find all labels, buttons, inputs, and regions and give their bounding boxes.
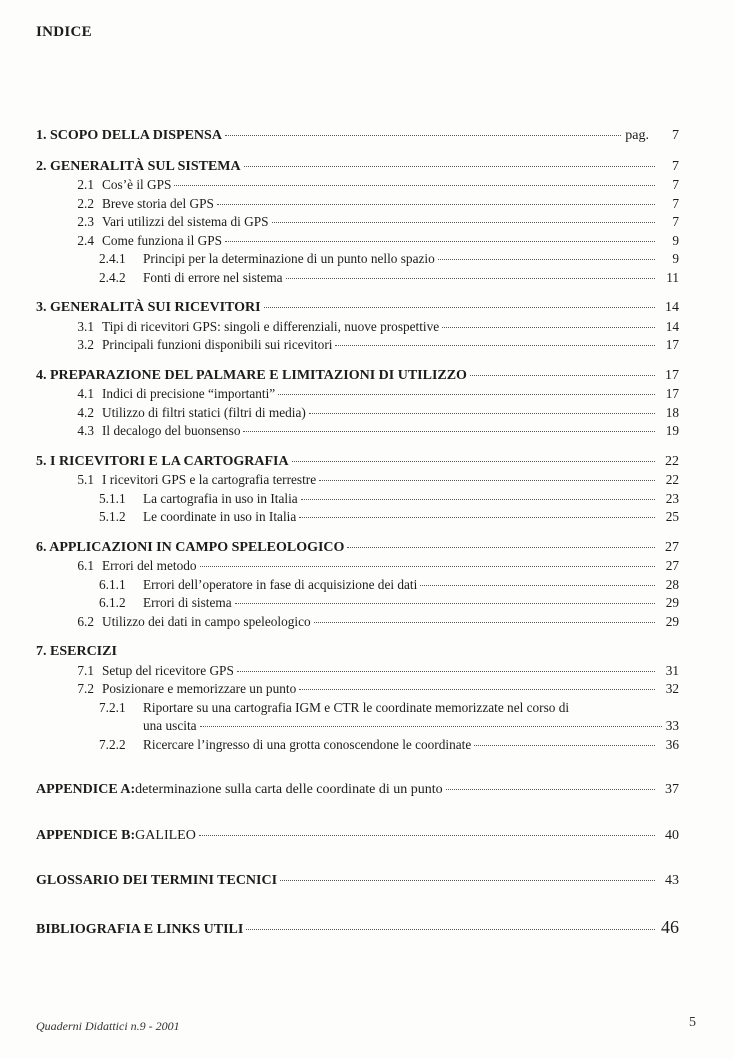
toc-subsection-entry	[36, 699, 679, 736]
entry-number: 7.1	[77, 662, 94, 678]
toc-section-entry	[36, 299, 679, 318]
toc-item-entry	[36, 404, 679, 423]
page-number: 32	[665, 681, 679, 696]
dot-leader	[174, 185, 655, 186]
toc-subsection-entry	[36, 250, 679, 269]
table-of-contents	[36, 127, 679, 936]
appendix-gap	[36, 815, 679, 827]
toc-item-entry	[36, 318, 679, 337]
entry-number: 7.2	[77, 681, 94, 696]
toc-item-entry	[36, 662, 679, 681]
toc-section-entry	[36, 367, 679, 386]
dot-leader	[235, 603, 655, 604]
dot-leader	[299, 689, 655, 690]
appendix-gap	[36, 769, 679, 781]
page-number: 46	[661, 916, 679, 937]
toc-item-entry	[36, 613, 679, 632]
entry-title: Le coordinate in uso in Italia	[143, 509, 297, 524]
entry-number: 2.4.1	[99, 251, 126, 266]
entry-number: 6.1.1	[99, 576, 126, 592]
section-title: 3. GENERALITÀ SUI RICEVITORI	[36, 300, 261, 315]
appendix-title: GLOSSARIO DEI TERMINI TECNICI	[36, 873, 278, 888]
entry-title: Posizionare e memorizzare un punto	[102, 681, 297, 696]
toc-subsection-entry	[36, 508, 679, 527]
section-title: 2. GENERALITÀ SUL SISTEMA	[36, 158, 241, 174]
entry-number: 6.2	[77, 613, 94, 629]
page-number: 31	[665, 662, 679, 678]
section-title: 6. APPLICAZIONI IN CAMPO SPELEOLOGICO	[36, 539, 345, 555]
section-gap	[36, 146, 679, 158]
entry-title: Indici di precisione “importanti”	[102, 386, 276, 401]
dot-leader	[200, 566, 655, 567]
page-number: 43	[665, 873, 679, 888]
entry-title: Principali funzioni disponibili sui ricevitori	[102, 337, 333, 352]
toc-item-entry	[36, 557, 679, 576]
dot-leader	[286, 278, 655, 279]
section-title: 1. SCOPO DELLA DISPENSA	[36, 128, 222, 143]
toc-appendix-entry	[36, 872, 679, 891]
page-number: 7	[672, 128, 679, 143]
entry-title: Utilizzo di filtri statici (filtri di media)	[102, 404, 306, 420]
entry-number: 5.1.2	[99, 509, 126, 524]
page-number: 19	[665, 423, 679, 438]
appendix-gap	[36, 891, 679, 906]
page-number: 9	[672, 232, 679, 248]
section-gap	[36, 355, 679, 367]
dot-leader	[243, 431, 655, 432]
entry-title: Vari utilizzi del sistema di GPS	[102, 214, 269, 229]
entry-number: 6.1.2	[99, 595, 126, 610]
toc-section-entry	[36, 158, 679, 177]
dot-leader	[278, 394, 655, 395]
section-gap	[36, 527, 679, 539]
entry-title: Errori dell’operatore in fase di acquisizione dei dati	[143, 576, 418, 592]
dot-leader	[237, 671, 655, 672]
dot-leader	[438, 259, 655, 260]
page-number: 14	[665, 318, 679, 334]
dot-leader	[199, 835, 655, 836]
dot-leader	[314, 622, 655, 623]
toc-subsection-entry	[36, 490, 679, 509]
dot-leader	[299, 517, 655, 518]
toc-item-entry	[36, 471, 679, 490]
appendix-subtitle: GALILEO	[135, 827, 196, 843]
page-number: 22	[665, 472, 679, 487]
toc-item-entry	[36, 422, 679, 441]
section-gap	[36, 441, 679, 453]
page-number: 18	[665, 404, 679, 420]
entry-title: Fonti di errore nel sistema	[143, 269, 283, 285]
section-title: 7. ESERCIZI	[36, 644, 117, 659]
entry-title: Come funziona il GPS	[102, 232, 223, 248]
page-label: pag.	[625, 128, 649, 143]
entry-title: Setup del ricevitore GPS	[102, 662, 234, 678]
dot-leader	[264, 307, 655, 308]
page-number: 7	[672, 177, 679, 192]
appendix-gap	[36, 800, 679, 815]
entry-number: 7.2.1	[99, 699, 126, 715]
dot-leader	[470, 375, 655, 376]
entry-title: I ricevitori GPS e la cartografia terrestre	[102, 472, 317, 487]
page-number: 7	[672, 158, 679, 174]
entry-title: Ricercare l’ingresso di una grotta conoscendone le coordinate	[143, 736, 472, 752]
entry-title: Errori di sistema	[143, 595, 232, 610]
entry-title: Il decalogo del buonsenso	[102, 423, 241, 438]
toc-appendix-entry	[36, 918, 679, 937]
footer-publication: Quaderni Didattici n.9 - 2001	[36, 1019, 180, 1033]
toc-subsection-entry	[36, 736, 679, 755]
toc-item-entry	[36, 680, 679, 699]
page-number: 17	[665, 337, 679, 352]
dot-leader	[335, 345, 655, 346]
page-number: 27	[665, 539, 679, 555]
page-number: 9	[672, 251, 679, 266]
toc-item-entry	[36, 385, 679, 404]
section-title: 4. PREPARAZIONE DEL PALMARE E LIMITAZIONI DI UTILIZZO	[36, 367, 467, 383]
toc-section-entry	[36, 453, 679, 472]
dot-leader	[244, 166, 655, 167]
page-number: 29	[665, 613, 679, 629]
appendix-title: APPENDICE B:	[36, 827, 136, 843]
dot-leader	[301, 499, 655, 500]
dot-leader	[474, 745, 655, 746]
toc-section-entry	[36, 643, 679, 662]
page-number: 40	[665, 827, 679, 843]
entry-number: 3.2	[77, 337, 94, 352]
dot-leader	[200, 726, 662, 727]
dot-leader	[225, 135, 621, 136]
page-number: 23	[665, 490, 679, 506]
dot-leader	[272, 222, 655, 223]
toc-subsection-entry	[36, 576, 679, 595]
toc-subsection-entry	[36, 269, 679, 288]
toc-section-entry	[36, 127, 679, 146]
entry-title: Breve storia del GPS	[102, 195, 214, 211]
appendix-gap	[36, 860, 679, 872]
entry-number: 2.1	[77, 177, 94, 192]
entry-title: Principi per la determinazione di un punto nello spazio	[143, 251, 435, 266]
dot-leader	[442, 327, 655, 328]
entry-number: 2.3	[77, 214, 94, 229]
page-number: 37	[665, 782, 679, 797]
dot-leader	[225, 241, 655, 242]
toc-item-entry	[36, 176, 679, 195]
appendix-gap	[36, 754, 679, 769]
toc-appendix-entry	[36, 781, 679, 800]
toc-item-entry	[36, 195, 679, 214]
entry-number: 2.2	[77, 195, 94, 211]
page-number: 25	[665, 509, 679, 524]
page-number: 33	[665, 718, 679, 733]
page-number: 17	[665, 367, 679, 383]
entry-title: Errori del metodo	[102, 558, 197, 573]
appendix-title: APPENDICE A:	[36, 782, 136, 797]
entry-title: Utilizzo dei dati in campo speleologico	[102, 613, 311, 629]
section-gap	[36, 631, 679, 643]
toc-appendix-entry	[36, 827, 679, 846]
toc-item-entry	[36, 336, 679, 355]
entry-number: 5.1	[77, 472, 94, 487]
entry-line	[99, 717, 679, 736]
page-number: 11	[666, 269, 679, 285]
entry-number: 3.1	[77, 318, 94, 334]
entry-title: Tipi di ricevitori GPS: singoli e differenziali, nuove prospettive	[102, 318, 440, 334]
page-number: 29	[665, 595, 679, 610]
entry-number: 7.2.2	[99, 736, 126, 752]
entry-number: 2.4	[77, 232, 94, 248]
appendix-subtitle: determinazione sulla carta delle coordinate di un punto	[135, 782, 443, 797]
toc-section-entry	[36, 539, 679, 558]
appendix-title: BIBLIOGRAFIA E LINKS UTILI	[36, 921, 244, 937]
footer-page-number: 5	[689, 1015, 696, 1030]
dot-leader	[420, 585, 655, 586]
entry-title: Cos’è il GPS	[102, 177, 172, 192]
dot-leader	[280, 880, 655, 881]
page-number: 28	[665, 576, 679, 592]
dot-leader	[246, 929, 655, 930]
page-title: INDICE	[36, 24, 92, 40]
page-number: 7	[672, 214, 679, 229]
page-number: 14	[665, 300, 679, 315]
entry-title: Riportare su una cartografia IGM e CTR le coordinate memorizzate nel corso di	[143, 699, 570, 715]
section-title: 5. I RICEVITORI E LA CARTOGRAFIA	[36, 453, 289, 469]
page-number: 22	[665, 453, 679, 469]
entry-number: 2.4.2	[99, 269, 126, 285]
dot-leader	[347, 547, 655, 548]
entry-number: 4.3	[77, 423, 94, 438]
dot-leader	[309, 413, 655, 414]
page-number: 7	[672, 195, 679, 211]
entry-number: 5.1.1	[99, 490, 126, 506]
entry-title: La cartografia in uso in Italia	[143, 490, 298, 506]
appendix-gap	[36, 906, 679, 918]
dot-leader	[319, 480, 655, 481]
dot-leader	[292, 461, 655, 462]
entry-number: 4.2	[77, 404, 94, 420]
entry-title-cont: una uscita	[143, 718, 197, 733]
appendix-gap	[36, 845, 679, 860]
toc-item-entry	[36, 213, 679, 232]
page-number: 36	[665, 736, 679, 752]
toc-item-entry	[36, 232, 679, 251]
page-number: 17	[665, 386, 679, 401]
entry-number: 6.1	[77, 558, 94, 573]
dot-leader	[217, 204, 655, 205]
page-number: 27	[665, 558, 679, 573]
dot-leader	[446, 789, 655, 790]
toc-subsection-entry	[36, 594, 679, 613]
section-gap	[36, 287, 679, 299]
entry-line	[99, 699, 679, 718]
entry-number: 4.1	[77, 386, 94, 401]
